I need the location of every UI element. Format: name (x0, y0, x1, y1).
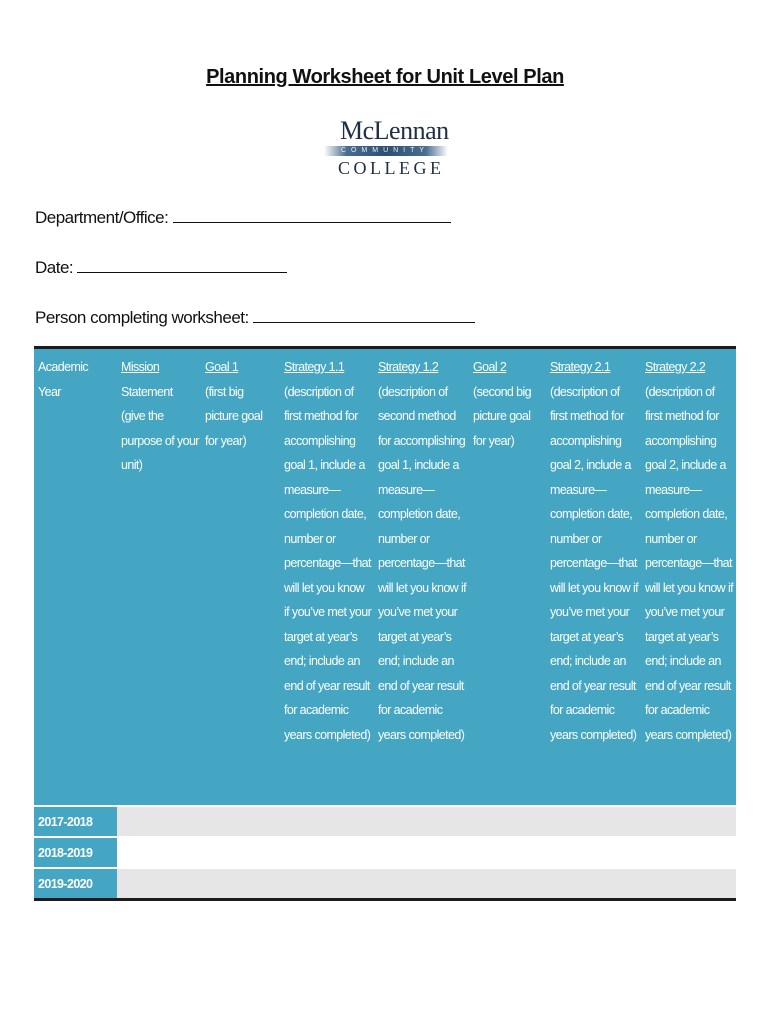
row-year: 2018-2019 (34, 837, 117, 868)
logo-community: COMMUNITY (340, 147, 430, 154)
table-cell[interactable] (117, 837, 201, 868)
date-blank[interactable] (77, 256, 287, 273)
table-cell[interactable] (641, 868, 736, 898)
table-cell[interactable] (201, 837, 280, 868)
logo-college: COLLEGE (338, 158, 445, 178)
table-row (34, 837, 736, 868)
table-cell[interactable] (546, 868, 641, 898)
table-cell[interactable] (374, 837, 469, 868)
person-blank[interactable] (253, 306, 475, 323)
table-header-row (34, 349, 736, 806)
col-academic-year: Academic Year (34, 349, 117, 806)
table-cell[interactable] (280, 868, 374, 898)
person-label: Person completing worksheet: (35, 308, 249, 327)
planning-table (34, 346, 736, 901)
table-cell[interactable] (546, 806, 641, 837)
date-label: Date: (35, 258, 74, 277)
row-year: 2017-2018 (34, 806, 117, 837)
logo-name: McLennan (340, 116, 449, 145)
col-goal-1: Goal 1 (first big picture goal for year) (201, 349, 280, 806)
table-cell[interactable] (201, 806, 280, 837)
department-label: Department/Office: (35, 208, 169, 227)
col-strategy-2-1: Strategy 2.1 (description of first method for accomplishing goal 2, include a measure—completion date, number or percentage—that will let you know if you’ve met your target at year’s end; include an end of year result for academic years completed) (546, 349, 641, 806)
table-row (34, 806, 736, 837)
table-row (34, 868, 736, 898)
date-field (35, 256, 287, 278)
table-cell[interactable] (469, 868, 546, 898)
table-cell[interactable] (546, 837, 641, 868)
table-cell[interactable] (280, 806, 374, 837)
table-cell[interactable] (374, 806, 469, 837)
table-cell[interactable] (374, 868, 469, 898)
table-cell[interactable] (117, 806, 201, 837)
page-title: Planning Worksheet for Unit Level Plan (206, 66, 564, 88)
row-year: 2019-2020 (34, 868, 117, 898)
department-blank[interactable] (173, 206, 451, 223)
table-cell[interactable] (201, 868, 280, 898)
table-cell[interactable] (280, 837, 374, 868)
col-mission-statement: Mission Statement (give the purpose of your unit) (117, 349, 201, 806)
mclennan-college-logo (320, 116, 450, 180)
person-field (35, 306, 475, 328)
department-field (35, 206, 451, 228)
table-cell[interactable] (469, 806, 546, 837)
table-cell[interactable] (641, 837, 736, 868)
col-strategy-2-2: Strategy 2.2 (description of first method for accomplishing goal 2, include a measure—completion date, number or percentage—that will let you know if you’ve met your target at year’s end; include an end of year result for academic years completed) (641, 349, 736, 806)
table-cell[interactable] (117, 868, 201, 898)
col-strategy-1-2: Strategy 1.2 (description of second method for accomplishing goal 1, include a measure—completion date, number or percentage—that will let you know if you’ve met your target at year’s end; include an end of year result for academic years completed) (374, 349, 469, 806)
col-goal-2: Goal 2 (second big picture goal for year) (469, 349, 546, 806)
table-cell[interactable] (641, 806, 736, 837)
col-strategy-1-1: Strategy 1.1 (description of first method for accomplishing goal 1, include a measure—completion date, number or percentage—that will let you know if you’ve met your target at year’s end; include an end of year result for academic years completed) (280, 349, 374, 806)
table-cell[interactable] (469, 837, 546, 868)
